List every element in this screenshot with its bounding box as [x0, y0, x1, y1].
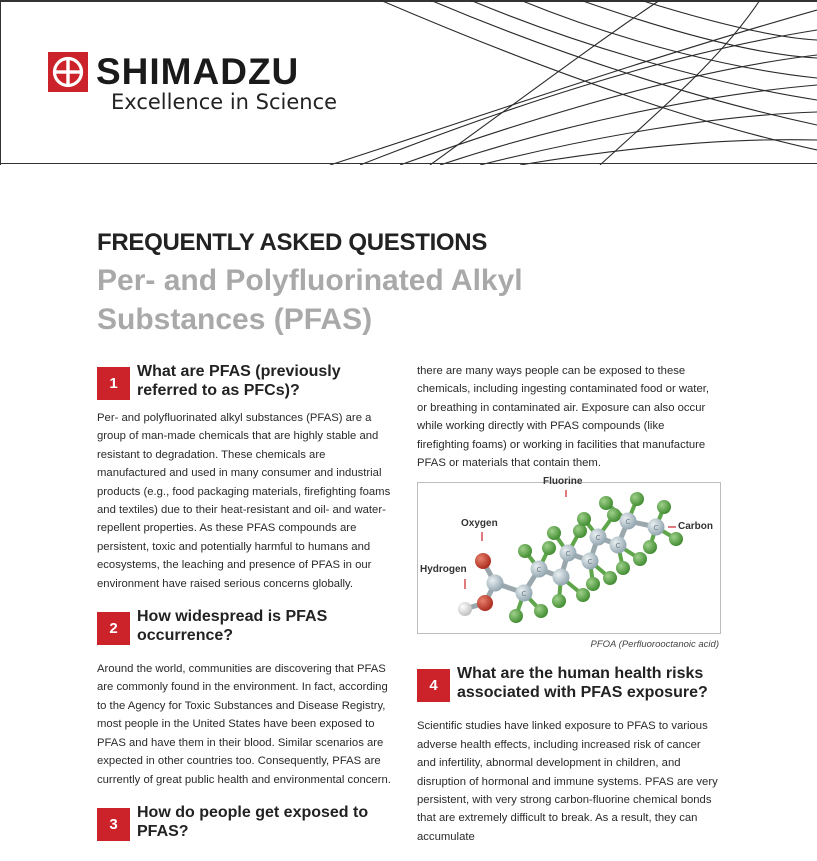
question-2-heading — [97, 607, 395, 645]
brand-logo — [48, 52, 299, 92]
brand-tagline: Excellence in Science — [111, 90, 338, 114]
question-4-number: 4 — [417, 669, 450, 702]
question-4-title: What are the human health risks associated with PFAS exposure? — [457, 665, 708, 702]
carbon-atom-symbol-6: C — [615, 542, 621, 551]
subtitle-line-1: Per- and Polyfluorinated Alkyl — [97, 264, 523, 297]
question-1-title: What are PFAS (previously referred to as PFCs)? — [137, 363, 341, 399]
header-banner — [0, 0, 817, 165]
carbon-atom-symbol-7: C — [625, 518, 631, 527]
pfoa-molecule-diagram — [418, 483, 720, 633]
question-4-heading — [417, 664, 719, 702]
left-column — [97, 362, 395, 841]
page-subtitle — [97, 261, 657, 339]
shimadzu-logo-icon — [48, 52, 88, 92]
question-1-number: 1 — [97, 367, 130, 400]
question-3-body-continued: there are many ways people can be exposed to these chemicals, including ingesting contaminated food or water, or breathing in contaminated air. Exposure can also occur while working directly with PFAS compounds (like firefighting foams) or working in facilities that manufacture PFAS or materials that contain them. — [417, 365, 710, 470]
carbon-label: Carbon — [678, 521, 713, 533]
header-rule — [0, 163, 817, 164]
question-2-number: 2 — [97, 612, 130, 645]
hydrogen-label: Hydrogen — [420, 564, 467, 576]
question-4-body: Scientific studies have linked exposure to PFAS to various adverse health effects, including increased risk of cancer and infertility, abnormal development in children, and disruption of hormonal and immune systems. PFAS are very persistent, with very strong carbon-fluorine chemical bonds that are extremely difficult to break. As a result, they can accumulate — [417, 720, 718, 843]
subtitle-line-2: Substances (PFAS) — [97, 303, 373, 336]
carbon-atom-symbol-2: C — [536, 566, 542, 575]
pfoa-molecule-figure — [417, 476, 721, 634]
carbon-atom-symbol-1: C — [521, 590, 527, 599]
question-3-number: 3 — [97, 808, 130, 841]
oxygen-label: Oxygen — [461, 518, 498, 530]
fluorine-label: Fluorine — [543, 476, 583, 488]
carbon-atom-symbol-5: C — [595, 534, 601, 543]
right-column — [417, 362, 719, 846]
question-1-body: Per- and polyfluorinated alkyl substances (PFAS) are a group of man-made chemicals that are highly stable and resistant to degradation. These chemicals are manufactured and used in many consumer and industrial products (e.g., food packaging materials, firefighting foams and textiles) due to their heat-resistant and oil- and water-repellent properties. As these PFAS compounds are persistent, toxic and potentially harmful to humans and ecosystems, the leaching and presence of PFAS in our environment have raised serious concerns globally. — [97, 412, 391, 590]
question-1-heading — [97, 362, 395, 400]
page-title: FREQUENTLY ASKED QUESTIONS — [97, 229, 488, 256]
question-2-body: Around the world, communities are discovering that PFAS are commonly found in the environment. In fact, according to the Agency for Toxic Substances and Disease Registry, most people in the United States have been exposed to PFAS and have them in their blood. Similar scenarios are expected in other countries too. Consequently, PFAS are currently of great public health and environmental concern. — [97, 663, 391, 786]
figure-caption: PFOA (Perfluorooctanoic acid) — [590, 639, 719, 651]
brand-name: SHIMADZU — [96, 51, 300, 92]
carbon-atom-symbol-3: C — [565, 550, 571, 559]
question-2-title: How widespread is PFAS occurrence? — [137, 608, 328, 645]
question-3-title: How do people get exposed to PFAS? — [137, 803, 369, 840]
carbon-atom-symbol-4: C — [587, 558, 593, 567]
question-3-heading — [97, 803, 395, 841]
carbon-atom-symbol-8: C — [653, 524, 659, 533]
